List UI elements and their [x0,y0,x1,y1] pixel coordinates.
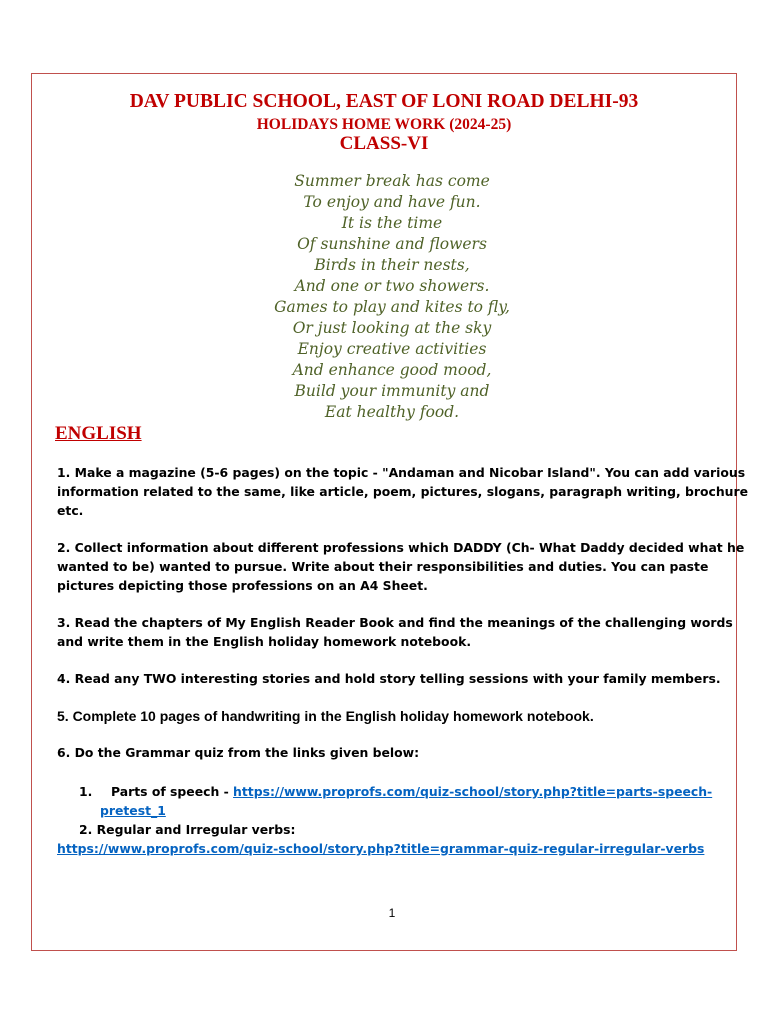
list-number: 1. [79,784,93,799]
class-title: CLASS-VI [339,133,429,154]
school-name: DAV PUBLIC SCHOOL, EAST OF LONI ROAD DELHI-93 [129,91,639,112]
link-label: Parts of speech - [111,784,234,799]
regular-irregular-verbs-link[interactable]: https://www.proprofs.com/quiz-school/story.php?title=grammar-quiz-regular-irregular-verbs [57,841,705,856]
task-5 [57,707,747,726]
link-item-1 [79,782,768,820]
task-line: 1. Make a magazine (5-6 pages) on the topic - "Andaman and Nicobar Island". You can add various [57,465,746,480]
task-6 [57,743,747,762]
parts-of-speech-link[interactable]: https://www.proprofs.com/quiz-school/story.php?title=parts-speech- [233,784,713,799]
link-label: 2. Regular and Irregular verbs: [79,822,296,837]
link-item-2-label [79,820,768,839]
section-heading-english: ENGLISH [55,423,142,444]
poem-line: Birds in their nests, [314,256,470,274]
poem-line: To enjoy and have fun. [303,193,481,211]
task-line: wanted to be) wanted to pursue. Write about their responsibilities and duties. You can paste [57,559,709,574]
task-line: pictures depicting those professions on an A4 Sheet. [57,578,428,593]
task-line: 3. Read the chapters of My English Reader Book and find the meanings of the challenging words [57,615,733,630]
task-1 [57,463,747,520]
task-3 [57,613,747,651]
task-line: etc. [57,503,84,518]
task-line: 4. Read any TWO interesting stories and hold story telling sessions with your family members. [57,671,721,686]
task-line: 5. Complete 10 pages of handwriting in the English holiday homework notebook. [57,708,594,724]
homework-title: HOLIDAYS HOME WORK (2024-25) [256,116,512,133]
task-line: and write them in the English holiday homework notebook. [57,634,472,649]
poem [0,171,768,423]
task-line: 2. Collect information about different professions which DADDY (Ch- What Daddy decided what he [57,540,745,555]
task-4 [57,669,747,688]
task-line: 6. Do the Grammar quiz from the links given below: [57,745,420,760]
poem-line: It is the time [341,214,443,232]
poem-line: Eat healthy food. [324,403,460,421]
task-line: information related to the same, like article, poem, pictures, slogans, paragraph writing, brochure [57,484,749,499]
poem-line: And enhance good mood, [292,361,492,379]
parts-of-speech-link-cont[interactable]: pretest_1 [100,803,166,818]
poem-line: Games to play and kites to fly, [274,298,510,316]
poem-line: Build your immunity and [294,382,490,400]
poem-line: And one or two showers. [294,277,490,295]
poem-line: Or just looking at the sky [292,319,492,337]
task-2 [57,538,747,595]
poem-line: Enjoy creative activities [297,340,487,358]
link-item-2 [57,839,747,858]
poem-line: Of sunshine and flowers [297,235,487,253]
poem-line: Summer break has come [294,172,490,190]
page-number: 1 [388,906,396,920]
